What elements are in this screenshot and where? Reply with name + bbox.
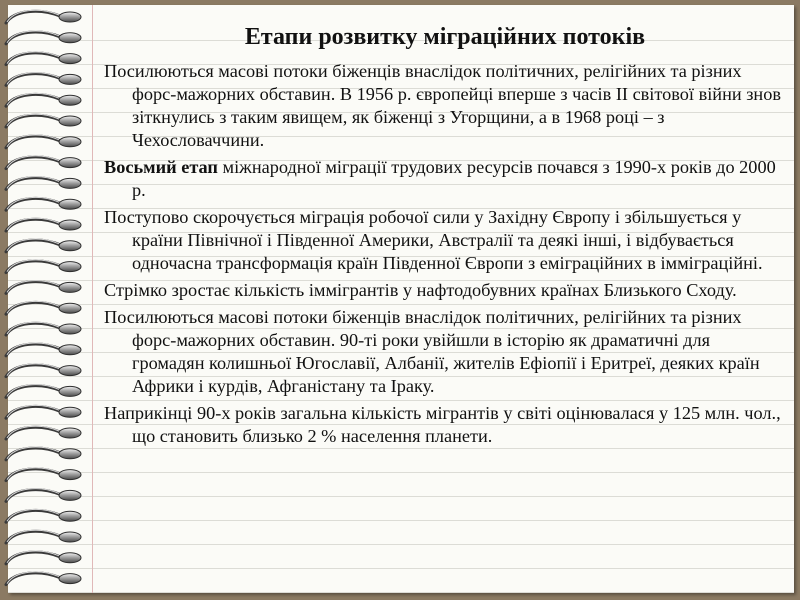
binding-ring bbox=[59, 241, 81, 251]
binding-ring bbox=[59, 178, 81, 188]
binding-wire bbox=[6, 365, 60, 377]
binding-ring bbox=[59, 74, 81, 84]
binding-wire bbox=[6, 219, 60, 231]
page-title: Етапи розвитку міграційних потоків bbox=[244, 24, 646, 50]
binding-wire bbox=[6, 261, 60, 273]
binding-wire bbox=[6, 74, 60, 86]
binding-wire bbox=[6, 302, 60, 314]
binding-wire bbox=[6, 448, 60, 460]
binding-wire bbox=[6, 178, 60, 190]
binding-ring bbox=[59, 95, 81, 105]
binding-ring bbox=[59, 54, 81, 64]
binding-wire bbox=[6, 386, 60, 398]
binding-ring bbox=[59, 490, 81, 500]
binding-ring bbox=[59, 137, 81, 147]
binding-ring bbox=[59, 262, 81, 272]
binding-wire bbox=[6, 115, 60, 127]
binding-wire bbox=[6, 198, 60, 210]
binding-ring bbox=[59, 574, 81, 584]
paragraph-5: Посилюються масові потоки біженців внаслідок політичних, релігійних та різних форс-мажорних обставин. 90-ті роки увійшли в історію як драматичні для громадян колишньої Югославії, Албанії, жителів Ефіопії і Еритреї, деяких країн Африки і курдів, Афганістану та Іраку. bbox=[104, 307, 760, 396]
paragraph-2: Восьмий етап міжнародної міграції трудових ресурсів почався з 1990-х років до 2000 р. bbox=[104, 157, 776, 200]
binding-ring bbox=[59, 282, 81, 292]
paragraph-2-bold-lead: Восьмий етап bbox=[104, 157, 218, 177]
binding-ring bbox=[59, 12, 81, 22]
binding-ring bbox=[59, 345, 81, 355]
binding-wire bbox=[6, 157, 60, 169]
binding-ring bbox=[59, 303, 81, 313]
binding-ring bbox=[59, 158, 81, 168]
binding-wire bbox=[6, 282, 60, 294]
binding-ring bbox=[59, 33, 81, 43]
binding-ring bbox=[59, 386, 81, 396]
binding-wire bbox=[6, 240, 60, 252]
spiral-binding bbox=[0, 0, 100, 600]
binding-wire bbox=[6, 344, 60, 356]
paragraph-6: Наприкінці 90-х років загальна кількість мігрантів у світі оцінювалася у 125 млн. чол., що становить близько 2 % населення планети. bbox=[104, 403, 781, 446]
binding-wire bbox=[6, 406, 60, 418]
binding-ring bbox=[59, 428, 81, 438]
binding-wire bbox=[6, 490, 60, 502]
binding-ring bbox=[59, 511, 81, 521]
paragraph-4: Стрімко зростає кількість іммігрантів у нафтодобувних країнах Близького Сходу. bbox=[104, 280, 737, 300]
binding-wire bbox=[6, 136, 60, 148]
binding-wire bbox=[6, 53, 60, 65]
binding-wire bbox=[6, 510, 60, 522]
binding-ring bbox=[59, 553, 81, 563]
binding-wire bbox=[6, 427, 60, 439]
binding-ring bbox=[59, 220, 81, 230]
binding-ring bbox=[59, 449, 81, 459]
paragraph-1: Посилюються масові потоки біженців внаслідок політичних, релігійних та різних форс-мажорних обставин. В 1956 р. європейці вперше з часів ІІ світової війни знов зіткнулись з таким явищем, як біженці з Угорщини, а в 1968 році – з Чехословаччини. bbox=[104, 61, 781, 150]
binding-ring bbox=[59, 116, 81, 126]
binding-wire bbox=[6, 32, 60, 44]
content-body bbox=[104, 60, 784, 452]
binding-wire bbox=[6, 94, 60, 106]
binding-wire bbox=[6, 323, 60, 335]
binding-wire bbox=[6, 469, 60, 481]
binding-ring bbox=[59, 366, 81, 376]
binding-ring bbox=[59, 199, 81, 209]
paragraph-3: Поступово скорочується міграція робочої сили у Західну Європу і збільшується у країни Північної і Південної Америки, Австралії та деякі інші, і відбувається одночасна трансформація країн Південної Європи з еміграційних в імміграційні. bbox=[104, 207, 763, 273]
binding-ring bbox=[59, 407, 81, 417]
binding-ring bbox=[59, 324, 81, 334]
binding-wire bbox=[6, 531, 60, 543]
binding-ring bbox=[59, 532, 81, 542]
binding-wire bbox=[6, 573, 60, 585]
binding-wire bbox=[6, 552, 60, 564]
binding-wire bbox=[6, 11, 60, 23]
binding-ring bbox=[59, 470, 81, 480]
